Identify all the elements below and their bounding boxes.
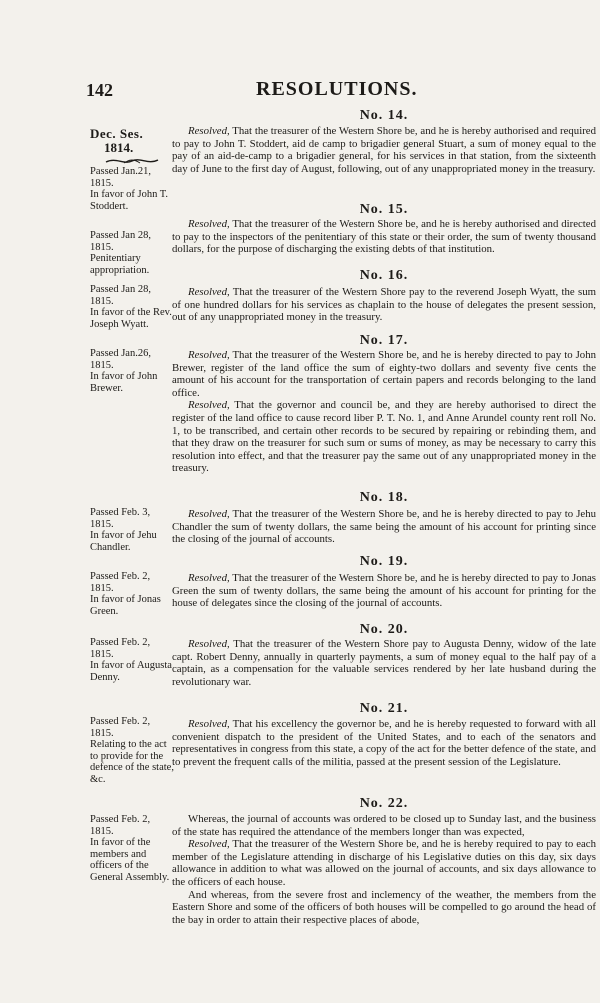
resolution-body	[172, 349, 596, 475]
resolution-number: No. 19.	[359, 554, 409, 569]
session-name: Dec. Ses.	[90, 126, 144, 141]
resolved-lead: Resolved,	[188, 218, 230, 230]
resolution-number: No. 21.	[359, 701, 409, 716]
resolution-body	[172, 286, 596, 324]
resolution-number: No. 14.	[359, 108, 409, 123]
resolution-number: No. 16.	[359, 268, 409, 283]
paragraph-text: That the treasurer of the Western Shore be, and he is hereby authorised and directed to pay to the inspectors of the penitentiary of this state or their order, the sum of twenty thousand dollars, for the purpose of discharging the existing debts of that institution.	[172, 218, 596, 256]
resolution-paragraph	[172, 638, 596, 688]
margin-note	[90, 637, 176, 683]
resolved-lead: Resolved,	[188, 349, 230, 361]
subject-note: Penitentiary appropriation.	[90, 253, 150, 276]
resolution-paragraph	[172, 718, 596, 768]
paragraph-text: And whereas, from the severe frost and inclemency of the weather, the members from the Eastern Shore and some of the officers of both houses will be compelled to go around the head of the bay in order to attain their respective places of abode,	[172, 888, 596, 926]
session-year: 1814.	[104, 140, 134, 155]
running-head: RESOLUTIONS.	[256, 78, 418, 100]
page-header	[86, 80, 556, 104]
resolved-lead: Resolved,	[188, 638, 230, 650]
margin-note	[90, 716, 176, 786]
resolution-body	[172, 638, 596, 688]
passed-date: Passed Feb. 2, 1815.	[90, 571, 151, 594]
session-label	[90, 127, 176, 170]
resolution-number: No. 22.	[359, 796, 409, 811]
passed-date: Passed Feb. 3, 1815.	[90, 507, 151, 530]
resolution-paragraph	[172, 572, 596, 610]
resolution-paragraph	[172, 399, 596, 475]
subject-note: In favor of John T. Stoddert.	[90, 189, 169, 212]
resolved-lead: Resolved,	[188, 399, 230, 412]
resolution-body	[172, 718, 596, 768]
margin-note	[90, 507, 176, 553]
subject-note: Relating to the act to provide for the defence of the state, &c.	[90, 739, 174, 785]
paragraph-text: That the treasurer of the Western Shore be, and he is hereby authorised and required to pay to John T. Stoddert, aid de camp to brigadier general Stuart, a sum of money equal to the pay of an aid-de-camp to a brigadier general, for his services in that station, from the sixteenth day of June to the first day of August, following, out of any unappropriated money in the treasury.	[172, 125, 596, 175]
resolution-body	[172, 813, 596, 926]
paragraph-text: Whereas, the journal of accounts was ordered to be closed up to Sunday last, and the business of the state has required the attendance of the members longer than was expected,	[172, 813, 596, 838]
paragraph-text: That the treasurer of the Western Shore be, and he is hereby required to pay to each member of the Legislature attending in discharge of his Legislative duties on this day, six days allowance in addition to what was allowed on the journal of accounts, and six days allowance to the officers of each house.	[172, 838, 596, 888]
resolution-paragraph	[172, 889, 596, 927]
resolution-paragraph	[172, 508, 596, 546]
passed-date: Passed Feb. 2, 1815.	[90, 814, 151, 837]
passed-date: Passed Jan 28, 1815.	[90, 230, 151, 253]
subject-note: In favor of the members and officers of the General Assembly.	[90, 837, 170, 883]
resolution-number: No. 15.	[359, 202, 409, 217]
passed-date: Passed Feb. 2, 1815.	[90, 716, 151, 739]
resolved-lead: Resolved,	[188, 508, 230, 520]
page-number: 142	[86, 80, 113, 100]
margin-note	[90, 348, 176, 394]
resolved-lead: Resolved,	[188, 572, 230, 584]
resolved-lead: Resolved,	[188, 286, 230, 298]
resolution-body	[172, 508, 596, 546]
resolution-paragraph	[172, 286, 596, 324]
paragraph-text: That the treasurer of the Western Shore be, and he is hereby directed to pay to Jonas Green the sum of twenty dollars, the same being the amount of his account for printing for the house of delegates since the closing of the journal of accounts.	[172, 572, 596, 610]
resolution-body	[172, 572, 596, 610]
subject-note: In favor of John Brewer.	[90, 371, 158, 394]
passed-date: Passed Feb. 2, 1815.	[90, 637, 151, 660]
subject-note: In favor of Jonas Green.	[90, 594, 161, 617]
resolution-number: No. 17.	[359, 333, 409, 348]
margin-note	[90, 230, 176, 276]
resolution-paragraph	[172, 218, 596, 256]
resolution-body	[172, 125, 596, 175]
resolution-paragraph	[172, 125, 596, 175]
paragraph-text: That the treasurer of the Western Shore be, and he is hereby directed to pay to Jehu Chandler the sum of twenty dollars, the same being the amount of his account for printing since the closing of the journal of accounts.	[172, 508, 596, 546]
subject-note: In favor of the Rev. Joseph Wyatt.	[90, 307, 172, 330]
margin-note	[90, 571, 176, 617]
margin-note	[90, 284, 176, 330]
resolution-number: No. 18.	[359, 490, 409, 505]
resolution-body	[172, 218, 596, 256]
paragraph-text: That the treasurer of the Western Shore be, and he is hereby directed to pay to John Brewer, register of the land office the sum of eighty-two dollars and seventy five cents the amount of his account for the transportation of certain papers and records belonging to the land office.	[172, 349, 596, 399]
paragraph-text: That the governor and council be, and they are hereby authorised to direct the register of the land office to cause record liber P. T. No. 1, and Anne Arundel county rent roll No. 1, to be transcribed, and certain other records to be secured by repairing or rebinding them, and that they draw on the treasurer for such sum or sums of money, as may be necessary to carry this resolution into effect, and that the treasurer pay the same out of any unappropriated money in the treasury.	[172, 399, 596, 475]
passed-date: Passed Jan.26, 1815.	[90, 348, 151, 371]
resolved-lead: Resolved,	[188, 125, 230, 137]
resolution-paragraph	[172, 838, 596, 888]
swash-ornament	[104, 156, 160, 166]
paragraph-text: That the treasurer of the Western Shore pay to the reverend Joseph Wyatt, the sum of one hundred dollars for his services as chaplain to the house of delegates the present session, out of any unappropriated money in the treasury.	[172, 286, 596, 324]
margin-note	[90, 166, 176, 212]
paragraph-text: That his excellency the governor be, and he is hereby requested to forward with all convenient dispatch to the president of the United States, and to each of the senators and representatives in congress from this state, a copy of the act for the better defence of the state, and to prevent the frequent calls of the militia, passed at the present session of the Legislature.	[172, 718, 596, 768]
subject-note: In favor of Augusta Denny.	[90, 660, 172, 683]
resolution-paragraph	[172, 813, 596, 838]
resolved-lead: Resolved,	[188, 718, 230, 730]
resolved-lead: Resolved,	[188, 838, 230, 851]
passed-date: Passed Jan.21, 1815.	[90, 166, 151, 189]
margin-note	[90, 814, 176, 884]
subject-note: In favor of Jehu Chandler.	[90, 530, 157, 553]
resolution-paragraph	[172, 349, 596, 399]
resolution-number: No. 20.	[359, 622, 409, 637]
paragraph-text: That the treasurer of the Western Shore pay to Augusta Denny, widow of the late capt. Robert Denny, annually in quarterly payments, a sum of money equal to the half pay of a captain, as a compensation for the valuable services rendered by her late husband during the revolutionary war.	[172, 638, 596, 688]
passed-date: Passed Jan 28, 1815.	[90, 284, 151, 307]
